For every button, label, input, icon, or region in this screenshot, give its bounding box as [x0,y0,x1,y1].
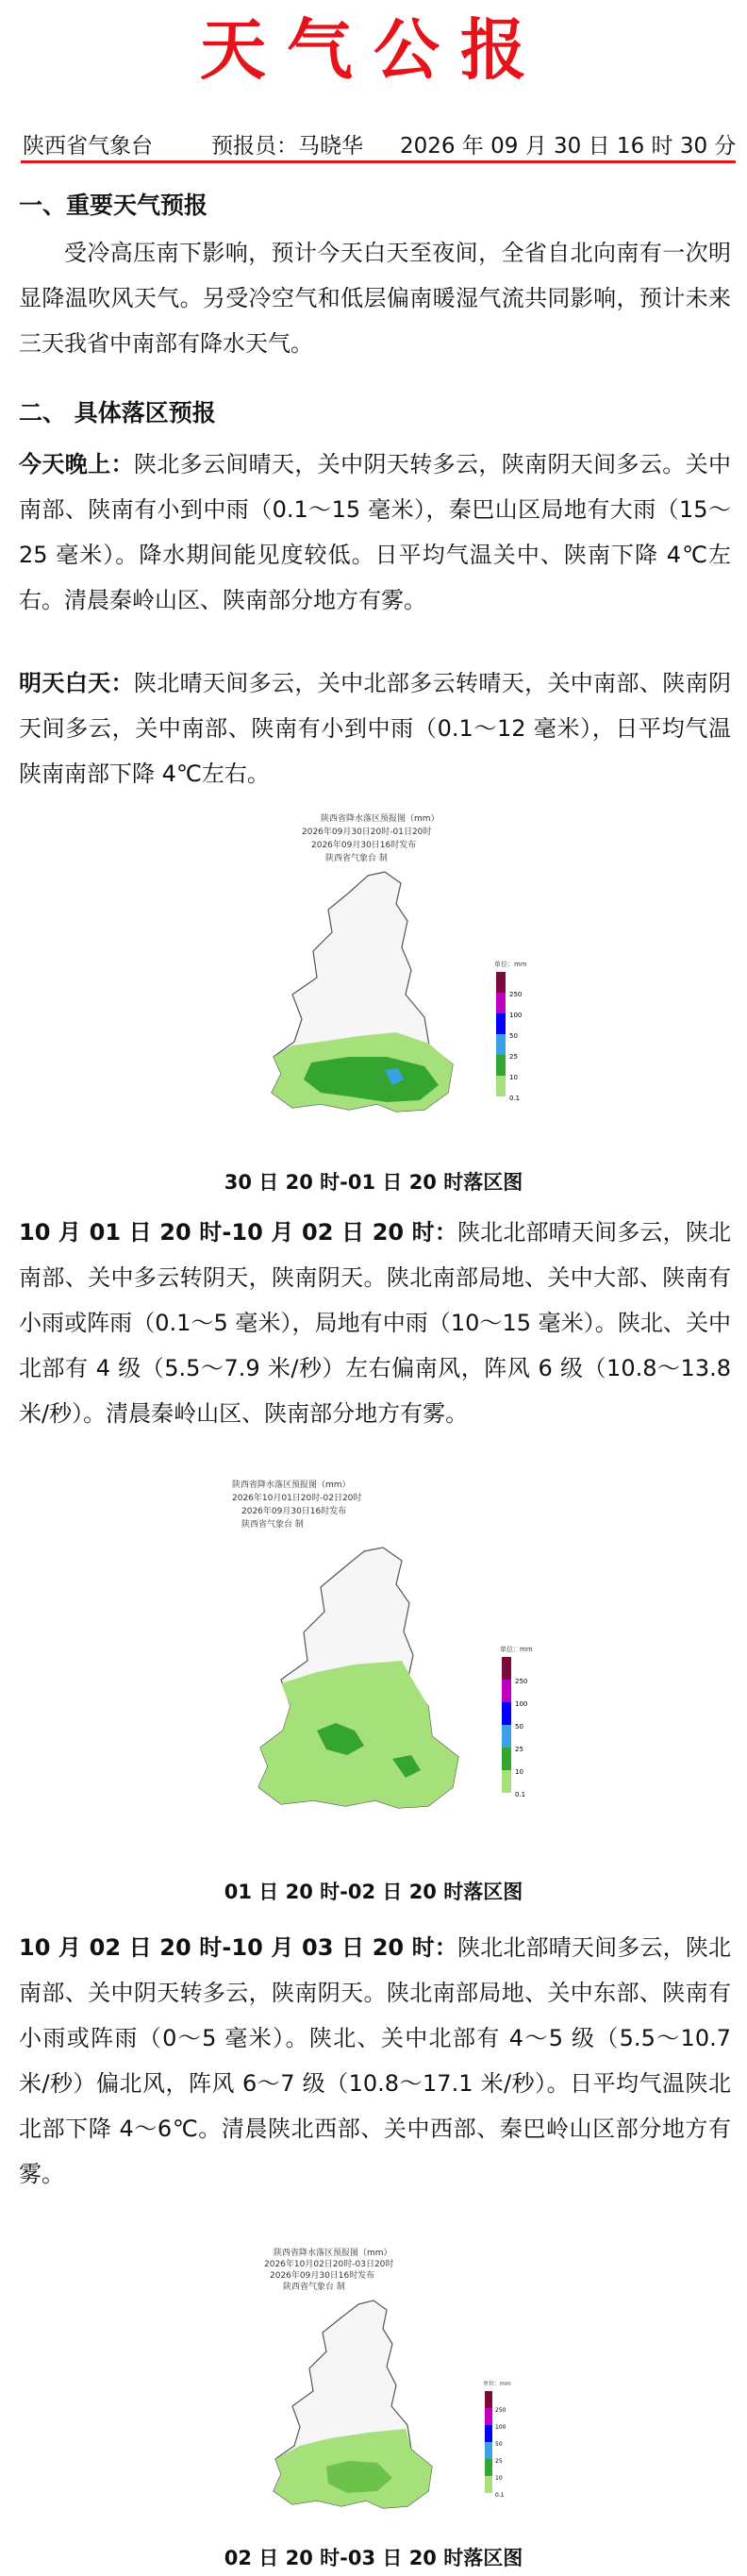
forecast-day2-label: 10 月 01 日 20 时-10 月 02 日 20 时： [19,1219,457,1246]
forecaster: 预报员：马晓华 [211,134,363,159]
map1-issued: 2026年09月30日16时发布 [311,841,417,850]
svg-text:0.1: 0.1 [509,1095,521,1102]
map1-legend [494,960,527,1102]
map2-legend-unit: 单位：mm [500,1646,533,1653]
forecast-tonight-text: 陕北多云间晴天，关中阴天转多云，陕南阴天间多云。关中南部、陕南有小到中雨（0.1～15 毫米），秦巴山区局地有大雨（15～25 毫米）。降水期间能见度较低。日平均气温关中、陕南下降 4℃左右。清晨秦岭山区、陕南部分地方有雾。 [19,451,732,613]
map1-period: 2026年09月30日20时-01日20时 [302,828,432,837]
map1-producer: 陕西省气象台 制 [325,854,388,863]
svg-text:50: 50 [515,1723,523,1731]
svg-text:100: 100 [495,2424,506,2431]
map2-title: 陕西省降水落区预报图（mm） [232,1480,351,1490]
svg-text:100: 100 [515,1700,528,1708]
forecast-day2-text: 陕北北部晴天间多云，陕北南部、关中多云转阴天，陕南阴天。陕北南部局地、关中大部、陕南有小雨或阵雨（0.1～5 毫米），局地有中雨（10～15 毫米）。陕北、关中北部有 4 级（5.5～7.9 米/秒）左右偏南风，阵风 6 级（10.8～13.8 米/秒）。清晨秦岭山区、陕南部分地方有雾。 [19,1219,732,1427]
svg-text:25: 25 [509,1053,518,1061]
bulletin-title: 天气公报 [200,10,547,89]
svg-text:25: 25 [495,2458,503,2465]
forecast-day2 [19,1210,731,1436]
map3-legend [483,2380,511,2499]
header-divider [21,160,736,163]
svg-text:0.1: 0.1 [495,2492,505,2499]
map1-legend-unit: 单位：mm [494,961,527,968]
map3-period: 2026年10月02日20时-03日20时 [264,2260,394,2269]
section2-heading: 二、 具体落区预报 [19,399,216,427]
forecast-day3 [19,1925,731,2197]
section1-text: 受冷高压南下影响，预计今天白天至夜间，全省自北向南有一次明显降温吹风天气。另受冷空气和低层偏南暖湿气流共同影响，预计未来三天我省中南部有降水天气。 [19,240,731,357]
map3-producer: 陕西省气象台 制 [283,2283,345,2292]
map2-issued: 2026年09月30日16时发布 [241,1507,347,1516]
issuer-line [23,130,736,162]
map3-legend-unit: 单位：mm [483,2381,511,2387]
forecast-day3-text: 陕北北部晴天间多云，陕北南部、关中阴天转多云，陕南阴天。陕北南部局地、关中东部、陕南有小雨或阵雨（0～5 毫米）。陕北、关中北部有 4～5 级（5.5～10.7 米/秒）偏北风，阵风 6～7 级（10.8～17.1 米/秒）。日平均气温陕北北部下降 4～6℃。清晨陕北西部、关中西部、秦巴岭山区部分地方有雾。 [19,1934,732,2187]
map3-issued: 2026年09月30日16时发布 [270,2271,375,2281]
forecast-tomorrow-text: 陕北晴天间多云，关中北部多云转晴天，关中南部、陕南阴天间多云，关中南部、陕南有小到中雨（0.1～12 毫米），日平均气温陕南南部下降 4℃左右。 [19,670,732,787]
map1-title: 陕西省降水落区预报图（mm） [321,814,440,824]
map3-caption: 02 日 20 时-03 日 20 时落区图 [224,2547,523,2569]
rain-area-light-2 [258,1661,458,1808]
forecast-tonight-label: 今天晚上： [19,451,134,477]
map3-title: 陕西省降水落区预报图（mm） [274,2249,392,2258]
issuer-name: 陕西省气象台 [23,134,153,159]
precip-map-1 [236,810,538,1149]
svg-text:250: 250 [495,2407,506,2414]
precip-map-2 [223,1476,543,1853]
forecast-tomorrow-label: 明天白天： [19,670,134,696]
svg-text:25: 25 [515,1746,523,1753]
svg-text:250: 250 [515,1678,528,1685]
section1-heading: 一、重要天气预报 [19,192,208,219]
svg-text:10: 10 [495,2475,503,2482]
forecast-day3-label: 10 月 02 日 20 时-10 月 03 日 20 时： [19,1934,457,1961]
map2-caption: 01 日 20 时-02 日 20 时落区图 [224,1881,523,1903]
svg-text:10: 10 [515,1768,523,1776]
svg-text:50: 50 [509,1032,518,1040]
forecast-tonight [19,442,731,623]
map2-period: 2026年10月01日20时-02日20时 [232,1494,362,1503]
svg-text:100: 100 [509,1012,523,1019]
precip-map-3 [236,2244,519,2542]
issue-datetime: 2026 年 09 月 30 日 16 时 30 分 [400,134,737,159]
forecast-tomorrow [19,661,731,796]
svg-text:250: 250 [509,991,523,998]
svg-text:0.1: 0.1 [515,1791,526,1798]
map2-producer: 陕西省气象台 制 [241,1520,304,1530]
map2-legend [500,1645,533,1798]
svg-text:10: 10 [509,1074,518,1081]
svg-text:50: 50 [495,2441,503,2448]
map1-caption: 30 日 20 时-01 日 20 时落区图 [224,1171,523,1194]
